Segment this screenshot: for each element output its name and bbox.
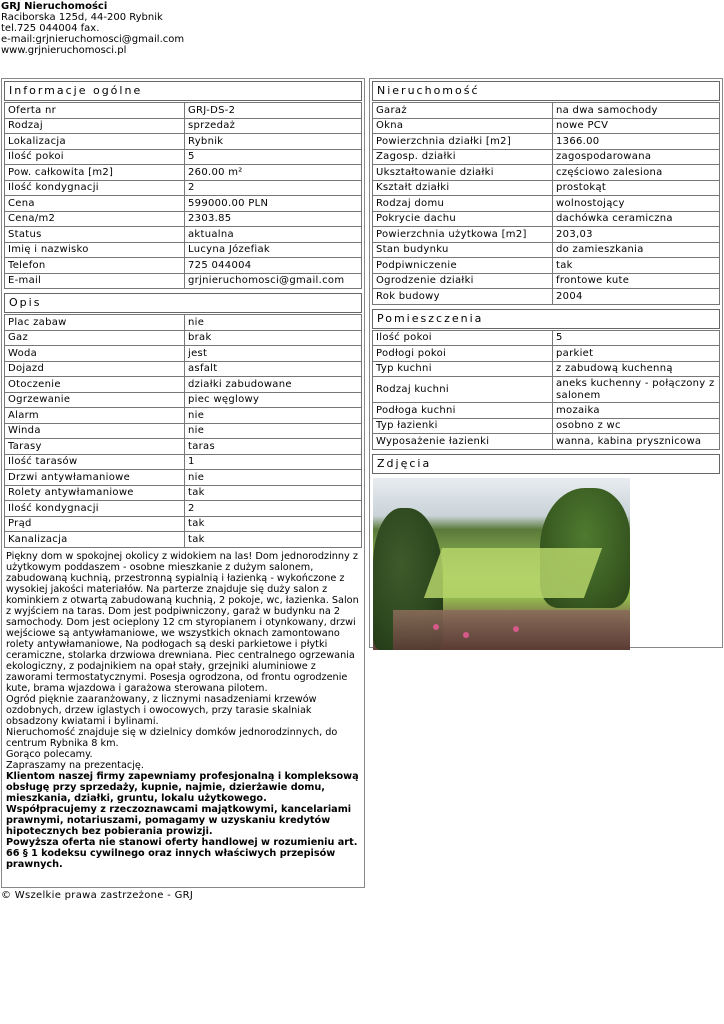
property-value: frontowe kute [553,273,720,289]
room-label: Podłoga kuchni [373,403,553,419]
feature-row [5,330,362,346]
description-header: Opis [4,293,362,313]
feature-value: 2 [185,501,362,517]
general-info-value: 260.00 m² [185,165,362,181]
feature-label: Plac zabaw [5,315,185,331]
property-value: tak [553,258,720,274]
feature-label: Dojazd [5,361,185,377]
general-info-label: Ilość kondygnacji [5,180,185,196]
right-column [369,78,723,648]
property-label: Rok budowy [373,289,553,305]
property-row [373,289,720,305]
property-label: Kształt działki [373,180,553,196]
room-label: Wyposażenie łazienki [373,434,553,450]
general-info-value: 725 044004 [185,258,362,274]
feature-value: działki zabudowane [185,377,362,393]
rooms-table [372,330,720,450]
left-column [1,78,365,888]
property-value: częściowo zalesiona [553,165,720,181]
room-value: 5 [553,330,720,346]
feature-row [5,361,362,377]
property-value: wolnostojący [553,196,720,212]
property-label: Rodzaj domu [373,196,553,212]
company-email: e-mail:grjnieruchomosci@gmail.com [1,34,185,45]
property-row [373,211,720,227]
general-info-row [5,149,362,165]
feature-label: Alarm [5,408,185,424]
room-row [373,377,720,403]
photo-lawn [424,548,602,598]
feature-label: Tarasy [5,439,185,455]
room-label: Typ kuchni [373,361,553,377]
feature-label: Otoczenie [5,377,185,393]
property-row [373,227,720,243]
room-value: aneks kuchenny - połączony z salonem [553,377,720,403]
general-info-row [5,103,362,119]
property-row [373,134,720,150]
general-info-label: Telefon [5,258,185,274]
general-info-value: GRJ-DS-2 [185,103,362,119]
feature-row [5,423,362,439]
general-info-label: Oferta nr [5,103,185,119]
property-row [373,180,720,196]
property-value: do zamieszkania [553,242,720,258]
feature-value: tak [185,485,362,501]
property-value: nowe PCV [553,118,720,134]
general-info-label: Imię i nazwisko [5,242,185,258]
property-row [373,149,720,165]
property-row [373,273,720,289]
description-features-table [4,314,362,548]
feature-row [5,408,362,424]
company-name: GRJ Nieruchomości [1,1,108,12]
feature-label: Ogrzewanie [5,392,185,408]
feature-value: jest [185,346,362,362]
room-label: Rodzaj kuchni [373,377,553,403]
feature-row [5,439,362,455]
property-value: 1366.00 [553,134,720,150]
feature-row [5,315,362,331]
general-info-value: 5 [185,149,362,165]
general-info-label: Pow. całkowita [m2] [5,165,185,181]
general-info-value: aktualna [185,227,362,243]
room-value: wanna, kabina prysznicowa [553,434,720,450]
property-value: prostokąt [553,180,720,196]
photo-flower [513,626,519,632]
property-row [373,165,720,181]
photo-flower-bed [393,610,630,650]
feature-value: asfalt [185,361,362,377]
property-label: Pokrycie dachu [373,211,553,227]
general-info-row [5,227,362,243]
feature-row [5,501,362,517]
general-info-row [5,165,362,181]
feature-label: Kanalizacja [5,532,185,548]
general-info-row [5,134,362,150]
company-header [1,1,184,56]
feature-value: nie [185,408,362,424]
description-paragraph: Piękny dom w spokojnej okolicy z widokiem na las! Dom jednorodzinny z użytkowym poddaszem - osobne mieszkanie z dużym salonem, zabudowaną kuchnią, przestronną sypialnią i łazienką - wykończone z wysokiej jakości materiałów. Na parterze znajduje się duży salon z kominkiem z otwartą zabudowaną kuchnią, 2 pokoje, wc, łazienka. Salon z wyjściem na taras. Dom jest podpiwniczony, garaż w budynku na 2 samochody. Dom jest ocieplony 12 cm styropianem i otynkowany, drzwi wejściowe są antywłamaniowe, we wszystkich oknach zamontowano rolety antywłamaniowe, Na podłogach są deski parkietowe i płytki ceramiczne, stolarka drzwiowa drewniana. Piec centralnego ogrzewania ekologiczny, z podajnikiem na opał stały, grzejniki aluminiowe z zaworami termostatycznymi. Posesja ogrodzona, od frontu ogrodzenie kute, brama wjazdowa i garażowa sterowana pilotem. [6,550,359,694]
general-info-value: 2303.85 [185,211,362,227]
feature-label: Drzwi antywłamaniowe [5,470,185,486]
feature-row [5,346,362,362]
property-label: Powierzchnia działki [m2] [373,134,553,150]
photos-header: Zdjęcia [372,454,720,474]
room-row [373,434,720,450]
property-label: Okna [373,118,553,134]
general-info-label: Cena [5,196,185,212]
description-paragraph: Zapraszamy na prezentację. [6,759,144,771]
property-header: Nieruchomość [372,81,720,101]
description-paragraph: Gorąco polecamy. [6,748,93,760]
rooms-header: Pomieszczenia [372,309,720,329]
general-info-label: Ilość pokoi [5,149,185,165]
general-info-row [5,242,362,258]
property-row [373,242,720,258]
room-label: Podłogi pokoi [373,346,553,362]
room-value: z zabudową kuchenną [553,361,720,377]
property-label: Powierzchnia użytkowa [m2] [373,227,553,243]
feature-value: taras [185,439,362,455]
feature-label: Winda [5,423,185,439]
feature-value: nie [185,423,362,439]
property-value: 2004 [553,289,720,305]
general-info-row [5,258,362,274]
general-info-row [5,118,362,134]
general-info-value: Rybnik [185,134,362,150]
property-label: Zagosp. działki [373,149,553,165]
feature-row [5,392,362,408]
general-info-header: Informacje ogólne [4,81,362,101]
feature-label: Rolety antywłamaniowe [5,485,185,501]
general-info-row [5,211,362,227]
feature-row [5,516,362,532]
room-row [373,330,720,346]
property-value: na dwa samochody [553,103,720,119]
room-value: osobno z wc [553,418,720,434]
room-value: parkiet [553,346,720,362]
description-paragraph: Nieruchomość znajduje się w dzielnicy domków jednorodzinnych, do centrum Rybnika 8 km. [6,726,338,749]
feature-value: 1 [185,454,362,470]
property-label: Ukształtowanie działki [373,165,553,181]
room-row [373,403,720,419]
general-info-row [5,273,362,289]
property-row [373,118,720,134]
general-info-row [5,180,362,196]
agency-note: Powyższa oferta nie stanowi oferty handlowej w rozumieniu art. 66 § 1 kodeksu cywilnego oraz innych właściwych przepisów prawnych. [6,836,358,870]
general-info-label: E-mail [5,273,185,289]
property-row [373,196,720,212]
room-row [373,361,720,377]
feature-value: tak [185,532,362,548]
property-label: Stan budynku [373,242,553,258]
room-value: mozaika [553,403,720,419]
agency-note: Klientom naszej firmy zapewniamy profesjonalną i kompleksową obsługę przy sprzedaży, kupnie, najmie, dzierżawie domu, mieszkania, działki, gruntu, lokalu użytkowego. [6,770,359,804]
general-info-label: Status [5,227,185,243]
room-row [373,346,720,362]
general-info-value: Lucyna Józefiak [185,242,362,258]
feature-row [5,454,362,470]
property-value: zagospodarowana [553,149,720,165]
property-label: Podpiwniczenie [373,258,553,274]
photo-flower [433,624,439,630]
general-info-table [4,102,362,289]
feature-value: nie [185,315,362,331]
property-value: dachówka ceramiczna [553,211,720,227]
general-info-label: Rodzaj [5,118,185,134]
general-info-row [5,196,362,212]
feature-value: brak [185,330,362,346]
feature-label: Prąd [5,516,185,532]
room-label: Typ łazienki [373,418,553,434]
feature-row [5,377,362,393]
general-info-value: grjnieruchomosci@gmail.com [185,273,362,289]
feature-value: tak [185,516,362,532]
general-info-value: 2 [185,180,362,196]
agency-note: Współpracujemy z rzeczoznawcami majątkowymi, kancelariami prawnymi, notariuszami, pomagamy w uzyskaniu kredytów hipotecznych bez pobierania prowizji. [6,803,352,837]
footer-copyright: © Wszelkie prawa zastrzeżone - GRJ [1,890,194,901]
company-address: Raciborska 125d, 44-200 Rybnik [1,12,163,23]
property-label: Garaż [373,103,553,119]
feature-label: Ilość tarasów [5,454,185,470]
feature-value: piec węglowy [185,392,362,408]
feature-label: Gaz [5,330,185,346]
feature-row [5,532,362,548]
company-phone: tel.725 044004 fax. [1,23,100,34]
property-label: Ogrodzenie działki [373,273,553,289]
property-value: 203,03 [553,227,720,243]
feature-label: Woda [5,346,185,362]
general-info-label: Cena/m2 [5,211,185,227]
feature-row [5,470,362,486]
property-table [372,102,720,305]
company-website: www.grjnieruchomosci.pl [1,45,127,56]
description-paragraph: Ogród pięknie zaaranżowany, z licznymi nasadzeniami krzewów ozdobnych, drzew iglastych i owocowych, przy tarasie skalniak obsadzony kwiatami i bylinami. [6,693,317,727]
property-row [373,258,720,274]
general-info-value: sprzedaż [185,118,362,134]
room-row [373,418,720,434]
feature-label: Ilość kondygnacji [5,501,185,517]
general-info-value: 599000.00 PLN [185,196,362,212]
room-label: Ilość pokoi [373,330,553,346]
feature-value: nie [185,470,362,486]
description-text [6,551,360,870]
property-row [373,103,720,119]
property-photo[interactable] [373,478,630,650]
photo-flower [463,632,469,638]
feature-row [5,485,362,501]
general-info-label: Lokalizacja [5,134,185,150]
